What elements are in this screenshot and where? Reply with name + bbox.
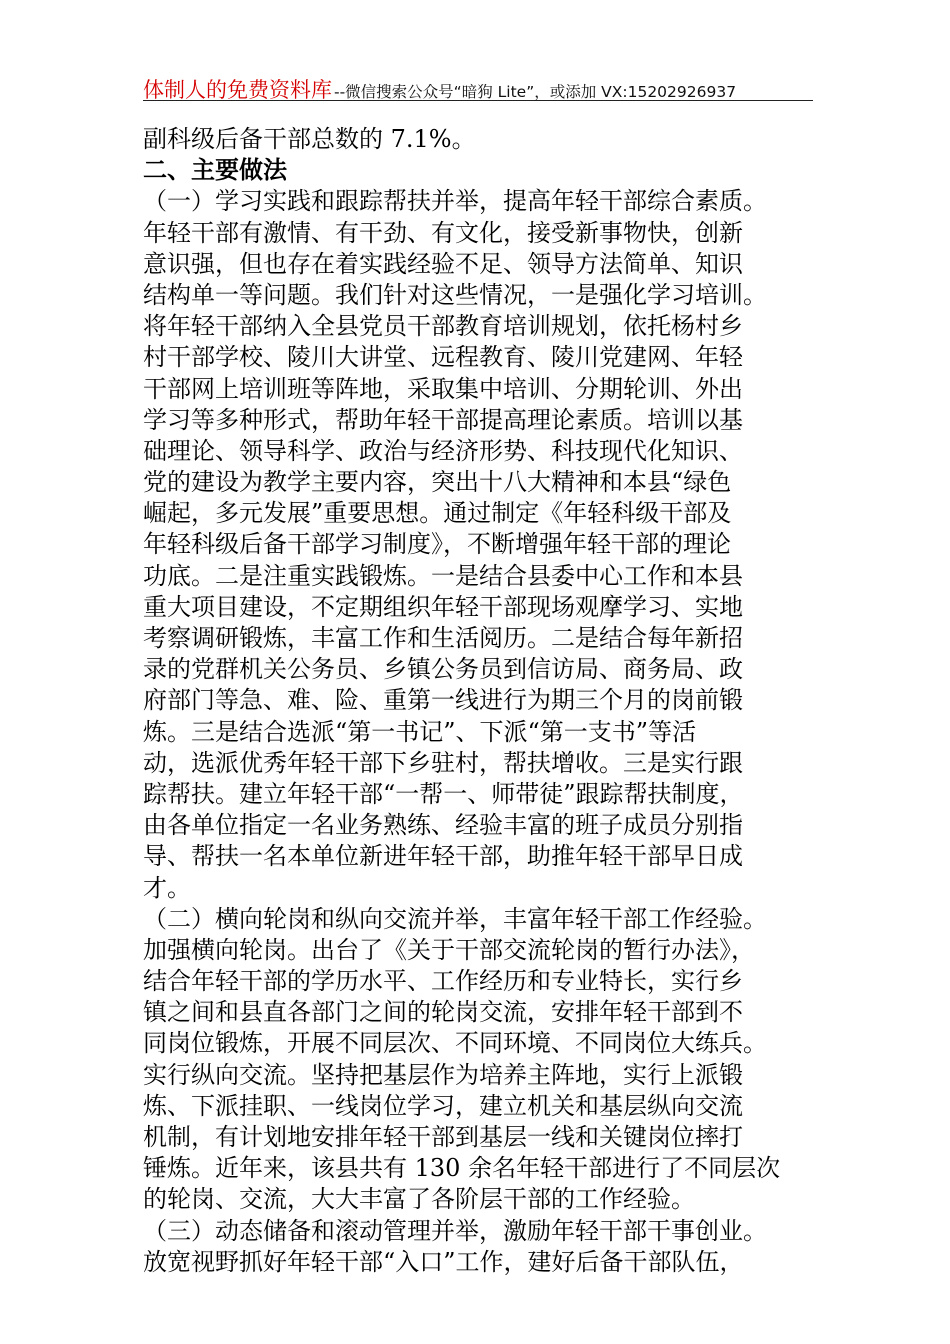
header-brand: 体制人的免费资料库 (143, 78, 332, 102)
text-line: 录的党群机关公务员、乡镇公务员到信访局、商务局、政 (143, 655, 743, 684)
text-line: 炼。三是结合选派“第一书记”、下派“第一支书”等活 (143, 717, 697, 746)
text-line: 才。 (143, 873, 191, 902)
section-heading: 二、主要做法 (143, 156, 287, 185)
subsection-heading: （二）横向轮岗和纵向交流并举，丰富年轻干部工作经验。 (143, 904, 767, 933)
text-line: 镇之间和县直各部门之间的轮岗交流，安排年轻干部到不 (143, 998, 743, 1027)
header-note: --微信搜索公众号“暗狗 Lite”，或添加 VX:15202926937 (334, 83, 737, 101)
text-line: 府部门等急、难、险、重第一线进行为期三个月的岗前锻 (143, 686, 743, 715)
text-line: 崛起，多元发展”重要思想。通过制定《年轻科级干部及 (143, 499, 732, 528)
text-line: 踪帮扶。建立年轻干部“一帮一、师带徒”跟踪帮扶制度， (143, 779, 744, 808)
text-line: 党的建设为教学主要内容，突出十八大精神和本县“绿色 (143, 468, 732, 497)
text-line: 加强横向轮岗。出台了《关于干部交流轮岗的暂行办法》， (143, 935, 755, 964)
body-text (143, 124, 813, 1278)
text-line: 学习等多种形式，帮助年轻干部提高理论素质。培训以基 (143, 405, 743, 434)
text-line: 锤炼。近年来，该县共有 130 余名年轻干部进行了不同层次 (143, 1154, 781, 1183)
text-line: 炼、下派挂职、一线岗位学习，建立机关和基层纵向交流 (143, 1091, 743, 1120)
text-line: 放宽视野抓好年轻干部“入口”工作，建好后备干部队伍， (143, 1247, 744, 1276)
subsection-heading: （三）动态储备和滚动管理并举，激励年轻干部干事创业。 (143, 1216, 767, 1245)
text-line: 村干部学校、陵川大讲堂、远程教育、陵川党建网、年轻 (143, 343, 743, 372)
text-line: 功底。二是注重实践锻炼。一是结合县委中心工作和本县 (143, 561, 743, 590)
header-rule (143, 100, 813, 101)
text-line: 结合年轻干部的学历水平、工作经历和专业特长，实行乡 (143, 967, 743, 996)
text-line: 实行纵向交流。坚持把基层作为培养主阵地，实行上派锻 (143, 1060, 743, 1089)
text-line: 副科级后备干部总数的 7.1%。 (143, 125, 476, 153)
text-line: 年轻干部有激情、有干劲、有文化，接受新事物快，创新 (143, 218, 743, 247)
text-line: 年轻科级后备干部学习制度》，不断增强年轻干部的理论 (143, 530, 731, 559)
text-line: 的轮岗、交流，大大丰富了各阶层干部的工作经验。 (143, 1185, 695, 1214)
text-line: 动，选派优秀年轻干部下乡驻村，帮扶增收。三是实行跟 (143, 748, 743, 777)
text-line: 将年轻干部纳入全县党员干部教育培训规划，依托杨村乡 (143, 312, 743, 341)
subsection-heading: （一）学习实践和跟踪帮扶并举，提高年轻干部综合素质。 (143, 187, 767, 216)
text-line: 重大项目建设，不定期组织年轻干部现场观摩学习、实地 (143, 592, 743, 621)
text-line: 导、帮扶一名本单位新进年轻干部，助推年轻干部早日成 (143, 842, 743, 871)
text-line: 意识强，但也存在着实践经验不足、领导方法简单、知识 (143, 249, 743, 278)
text-line: 结构单一等问题。我们针对这些情况，一是强化学习培训。 (143, 280, 767, 309)
text-line: 由各单位指定一名业务熟练、经验丰富的班子成员分别指 (143, 811, 743, 840)
text-line: 机制，有计划地安排年轻干部到基层一线和关键岗位摔打 (143, 1123, 743, 1151)
text-line: 同岗位锻炼，开展不同层次、不同环境、不同岗位大练兵。 (143, 1029, 767, 1058)
text-line: 干部网上培训班等阵地，采取集中培训、分期轮训、外出 (143, 374, 743, 403)
text-line: 考察调研锻炼，丰富工作和生活阅历。二是结合每年新招 (143, 624, 743, 652)
text-line: 础理论、领导科学、政治与经济形势、科技现代化知识、 (143, 436, 743, 465)
